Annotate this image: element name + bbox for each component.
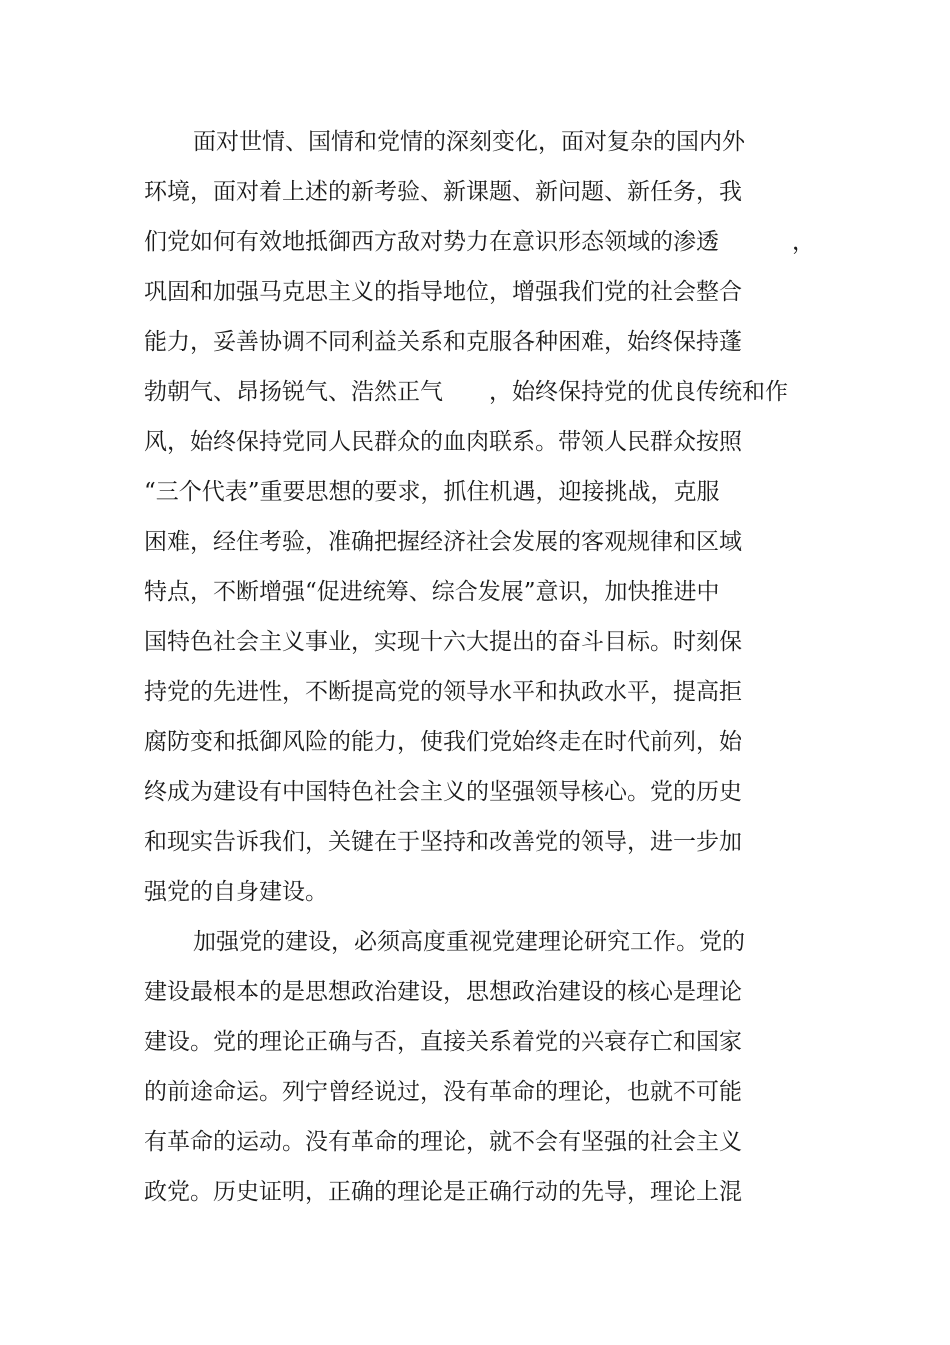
paragraph-2-line-4: 的前途命运。列宁曾经说过，没有革命的理论，也就不可能 bbox=[144, 1079, 742, 1105]
paragraph-1-line-9: 困难，经住考验，准确把握经济社会发展的客观规律和区域 bbox=[144, 529, 742, 555]
paragraph-1-line-3: 们党如何有效地抵御西方敌对势力在意识形态领域的渗透 bbox=[144, 229, 719, 255]
paragraph-1-line-13: 腐防变和抵御风险的能力，使我们党始终走在时代前列，始 bbox=[144, 729, 742, 755]
paragraph-1-line-16: 强党的自身建设。 bbox=[144, 879, 328, 905]
stray-comma: ， bbox=[792, 229, 815, 255]
paragraph-1-line-7: 风，始终保持党同人民群众的血肉联系。带领人民群众按照 bbox=[144, 429, 742, 455]
paragraph-2-line-2: 建设最根本的是思想政治建设，思想政治建设的核心是理论 bbox=[144, 979, 742, 1005]
paragraph-2-line-1: 加强党的建设，必须高度重视党建理论研究工作。党的 bbox=[193, 929, 745, 955]
paragraph-2-line-6: 政党。历史证明，正确的理论是正确行动的先导，理论上混 bbox=[144, 1179, 742, 1205]
paragraph-1-line-2: 环境，面对着上述的新考验、新课题、新问题、新任务，我 bbox=[144, 179, 742, 205]
paragraph-2-line-3: 建设。党的理论正确与否，直接关系着党的兴衰存亡和国家 bbox=[144, 1029, 742, 1055]
paragraph-1-line-8: “三个代表”重要思想的要求，抓住机遇，迎接挑战，克服 bbox=[144, 479, 720, 505]
paragraph-1-line-12: 持党的先进性，不断提高党的领导水平和执政水平，提高拒 bbox=[144, 679, 742, 705]
paragraph-1-line-5: 能力，妥善协调不同利益关系和克服各种困难，始终保持蓬 bbox=[144, 329, 742, 355]
paragraph-1-line-1: 面对世情、国情和党情的深刻变化，面对复杂的国内外 bbox=[193, 129, 745, 155]
paragraph-1-line-14: 终成为建设有中国特色社会主义的坚强领导核心。党的历史 bbox=[144, 779, 742, 805]
paragraph-1-line-11: 国特色社会主义事业，实现十六大提出的奋斗目标。时刻保 bbox=[144, 629, 742, 655]
paragraph-1-line-15: 和现实告诉我们，关键在于坚持和改善党的领导，进一步加 bbox=[144, 829, 742, 855]
paragraph-1-line-10: 特点，不断增强“促进统筹、综合发展”意识，加快推进中 bbox=[144, 579, 720, 605]
paragraph-1-line-4: 巩固和加强马克思主义的指导地位，增强我们党的社会整合 bbox=[144, 279, 742, 305]
paragraph-1-line-6: 勃朝气、昂扬锐气、浩然正气 ，始终保持党的优良传统和作 bbox=[144, 379, 788, 405]
paragraph-2-line-5: 有革命的运动。没有革命的理论，就不会有坚强的社会主义 bbox=[144, 1129, 742, 1155]
